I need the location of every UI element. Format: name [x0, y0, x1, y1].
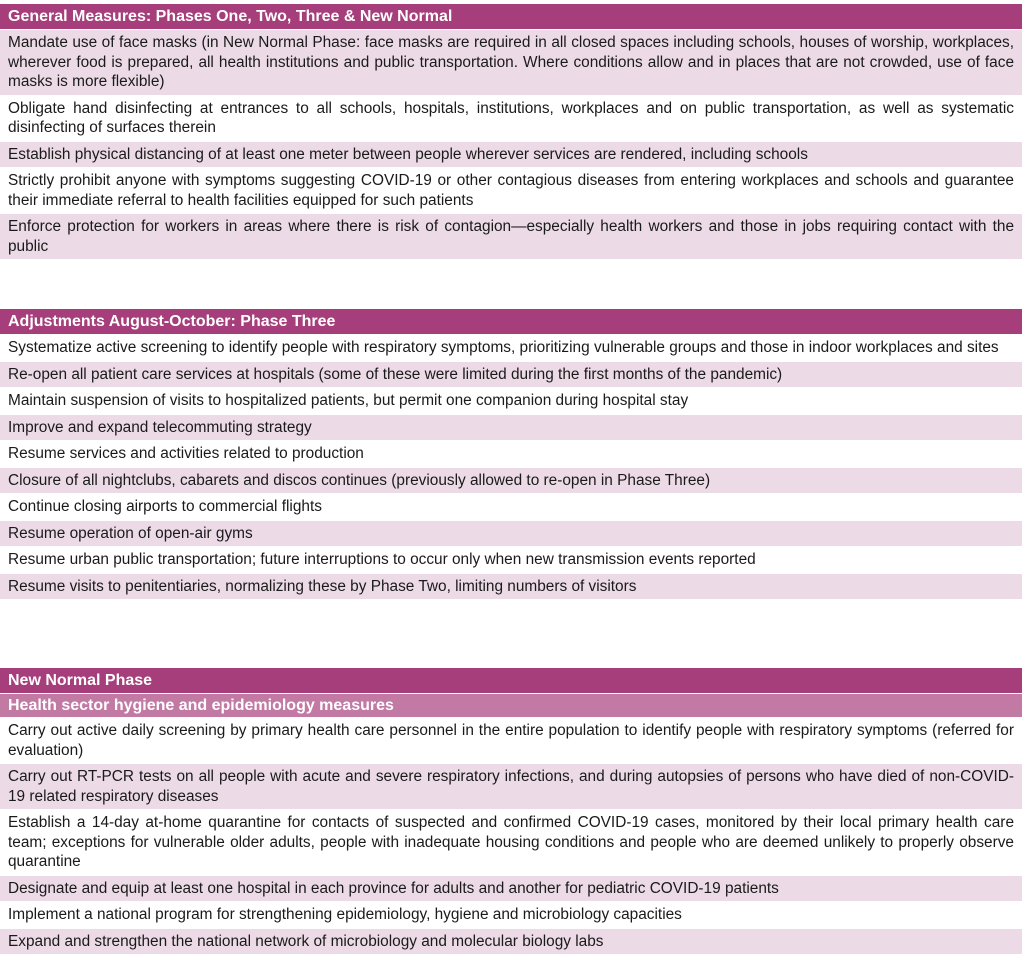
table-row: Resume urban public transportation; future interruptions to occur only when new transmission events reported	[0, 547, 1022, 574]
table-row: Establish physical distancing of at least one meter between people wherever services are rendered, including schools	[0, 142, 1022, 169]
table-row: Strictly prohibit anyone with symptoms suggesting COVID-19 or other contagious diseases from entering workplaces and schools and guarantee their immediate referral to health facilities equipped for such patients	[0, 168, 1022, 214]
table-row: Resume operation of open-air gyms	[0, 521, 1022, 548]
table-row: Carry out active daily screening by primary health care personnel in the entire population to identify people with respiratory symptoms (referred for evaluation)	[0, 718, 1022, 764]
table-row: Implement a national program for strengthening epidemiology, hygiene and microbiology capacities	[0, 902, 1022, 929]
table-row: Re-open all patient care services at hospitals (some of these were limited during the first months of the pandemic)	[0, 362, 1022, 389]
table-row: Systematize active screening to identify people with respiratory symptoms, prioritizing vulnerable groups and those in indoor workplaces and sites	[0, 335, 1022, 362]
table-row: Expand and strengthen the national network of microbiology and molecular biology labs	[0, 929, 1022, 956]
table-row: Mandate use of face masks (in New Normal Phase: face masks are required in all closed spaces including schools, houses of worship, workplaces, wherever food is prepared, all health institutions and public transportation. Where conditions allow and in places that are not crowded, use of face masks is more flexible)	[0, 30, 1022, 96]
section-header: General Measures: Phases One, Two, Three & New Normal	[0, 4, 1022, 30]
table-row: Designate and equip at least one hospital in each province for adults and another for pediatric COVID-19 patients	[0, 876, 1022, 903]
section-header: Adjustments August-October: Phase Three	[0, 309, 1022, 335]
section-subheader: Health sector hygiene and epidemiology measures	[0, 694, 1022, 718]
table-row: Carry out RT-PCR tests on all people with acute and severe respiratory infections, and during autopsies of persons who have died of non-COVID-19 related respiratory diseases	[0, 764, 1022, 810]
new-normal-section	[0, 668, 1022, 955]
table-row: Improve and expand telecommuting strategy	[0, 415, 1022, 442]
table-row: Closure of all nightclubs, cabarets and discos continues (previously allowed to re-open in Phase Three)	[0, 468, 1022, 495]
table-row: Obligate hand disinfecting at entrances to all schools, hospitals, institutions, workplaces and on public transportation, as well as systematic disinfecting of surfaces therein	[0, 96, 1022, 142]
table-row: Enforce protection for workers in areas where there is risk of contagion—especially health workers and those in jobs requiring contact with the public	[0, 214, 1022, 260]
table-row: Resume visits to penitentiaries, normalizing these by Phase Two, limiting numbers of visitors	[0, 574, 1022, 601]
table-row: Maintain suspension of visits to hospitalized patients, but permit one companion during hospital stay	[0, 388, 1022, 415]
phase-three-section	[0, 309, 1022, 600]
table-row: Continue closing airports to commercial flights	[0, 494, 1022, 521]
table-row: Establish a 14-day at-home quarantine for contacts of suspected and confirmed COVID-19 cases, monitored by their local primary health care team; exceptions for vulnerable older adults, people with inadequate housing conditions and people who are deemed unlikely to properly observe quarantine	[0, 810, 1022, 876]
table-row: Resume services and activities related to production	[0, 441, 1022, 468]
general-measures-section	[0, 4, 1022, 260]
section-header: New Normal Phase	[0, 668, 1022, 694]
